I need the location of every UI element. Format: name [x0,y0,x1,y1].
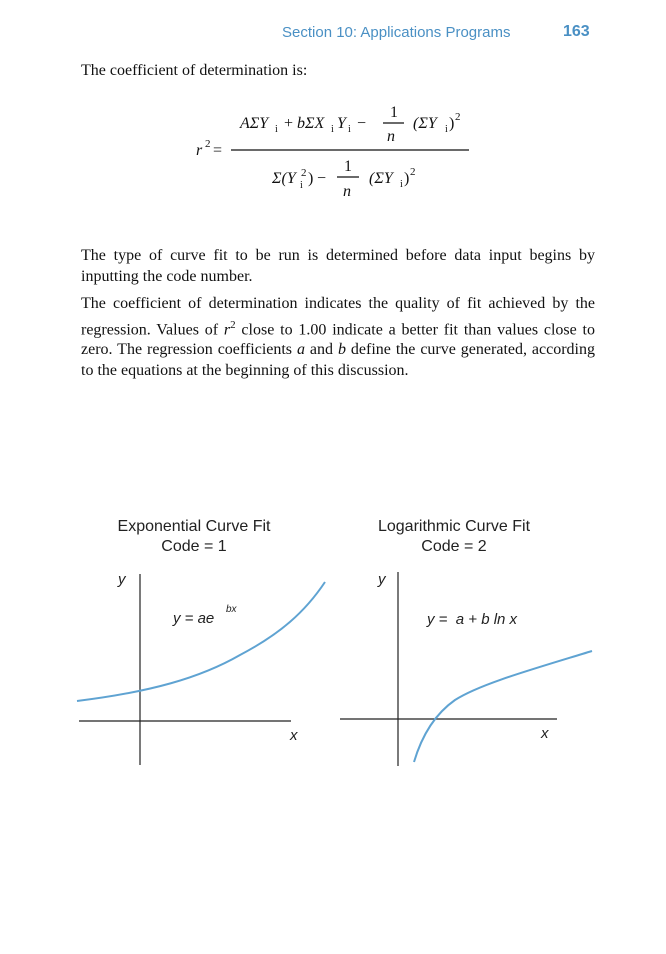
p2-part-a: The coefficient of determination indicates the quality of fit achieved by the regression. Values of [81,295,595,338]
exponential-x-label: x [290,727,298,744]
logarithmic-graph-title [334,517,574,557]
formula-den-sub1: i [300,180,303,191]
logarithmic-code-text: Code = 2 [421,538,487,555]
formula-den-exp1: 2 [301,167,307,179]
exponential-curve [77,582,325,701]
determination-formula [0,0,666,240]
logarithmic-title-text: Logarithmic Curve Fit [377,518,531,535]
formula-num-sub-i2: i [331,124,334,135]
formula-num-sub-i3: i [348,124,351,135]
formula-den-close2: ) [404,170,410,187]
exponential-graph-title [74,517,314,557]
formula-num-a-sum-y: AΣY [240,115,269,132]
logarithmic-curve [414,651,592,762]
page-number: 163 [563,23,590,40]
formula-den-sub2: i [400,179,403,190]
formula-num-sub-i1: i [275,124,278,135]
formula-lhs: r [196,142,203,159]
formula-num-plus: + [284,115,294,132]
exponential-code-text: Code = 1 [161,538,227,555]
p2-r-var: r [223,320,231,338]
formula-den-sum-open: (ΣY [369,170,393,187]
formula-den-frac-one: 1 [344,158,352,175]
formula-den-exp2: 2 [410,166,416,178]
formula-num-sum-open: (ΣY [413,115,437,132]
formula-den-frac-n: n [343,183,351,200]
logarithmic-y-label: y [378,571,386,588]
formula-num-y: Y [337,115,346,132]
formula-num-frac-one: 1 [390,104,398,121]
formula-den-minus: − [317,170,327,187]
p2-a-var: a [296,341,305,359]
formula-den-sum: Σ(Y [272,170,296,187]
formula-num-close: ) [449,115,455,132]
logarithmic-x-label: x [541,725,549,742]
exponential-title-text: Exponential Curve Fit [117,518,271,535]
p2-r-exp: 2 [230,318,236,331]
formula-equals: = [213,142,223,159]
exponential-equation-exp: bx [226,604,237,615]
p2-part-c: and [304,341,338,359]
intro-text: The coefficient of determination is: [81,62,308,79]
formula-lhs-exp: 2 [205,138,211,150]
logarithmic-equation: y = a + b ln x [427,611,518,628]
section-title: Section 10: Applications Programs [282,24,511,41]
exponential-equation: y = ae [173,610,215,627]
exponential-y-label: y [118,571,126,588]
p2-b-var: b [337,341,346,359]
p2-part-d: define the curve generated, according to the equations at the beginning of this discussion. [81,341,596,379]
formula-den-close: ) [308,170,314,187]
paragraph-curve-fit-type: The type of curve fit to be run is determined before data input begins by inputting the code number. [81,247,595,285]
formula-num-frac-n: n [387,128,395,145]
p2-part-b: close to 1.00 indicate a better fit than values close to zero. The regression coefficients [81,320,595,359]
paragraph-coefficient-quality [81,294,595,381]
formula-num-sub-i4: i [445,124,448,135]
formula-num-b-sum-x: bΣX [297,115,325,132]
formula-num-exp: 2 [455,111,461,123]
formula-num-minus: − [357,115,367,132]
